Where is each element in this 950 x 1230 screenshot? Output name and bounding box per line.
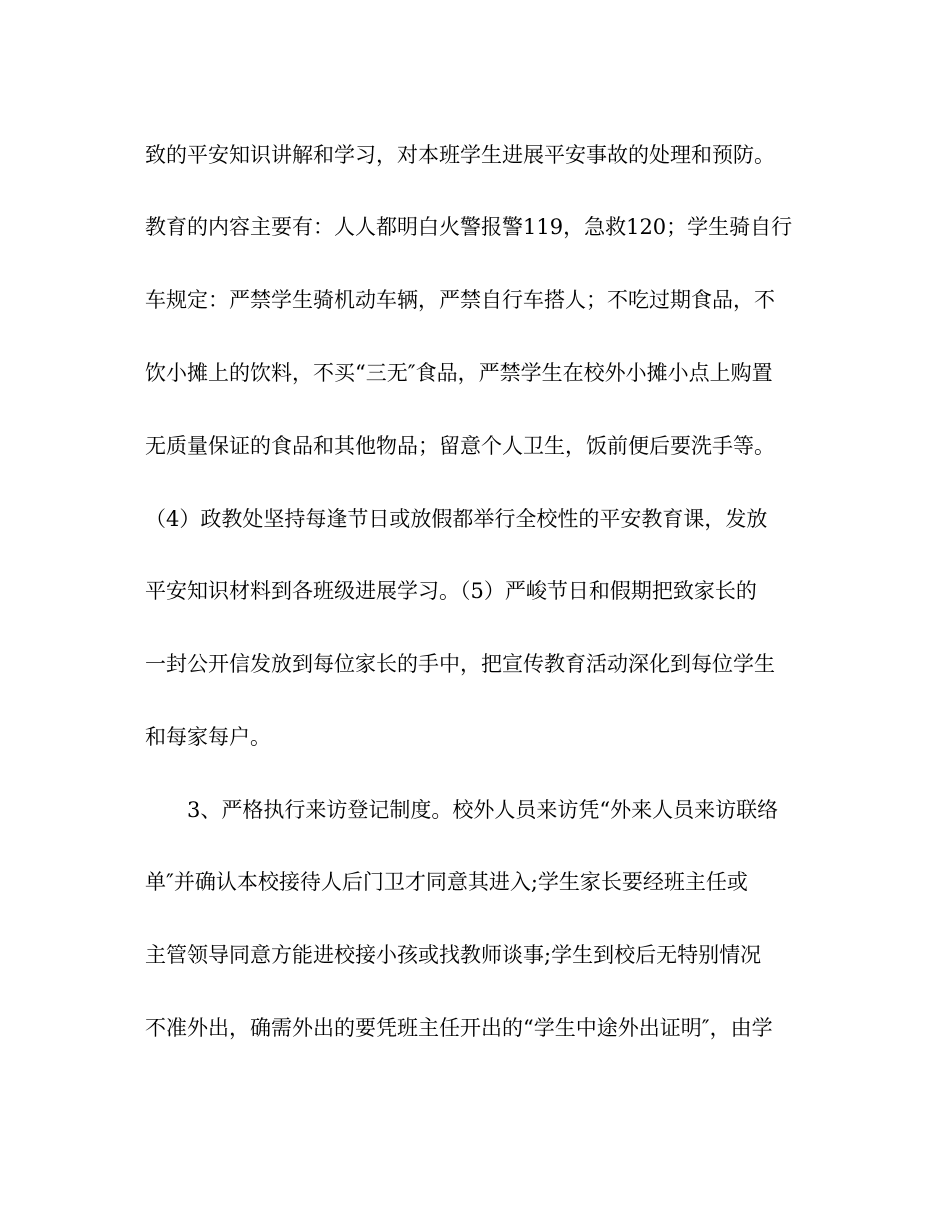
- text-line: 车规定：严禁学生骑机动车辆，严禁自行车搭人；不吃过期食品，不: [145, 288, 775, 312]
- text-line: 一封公开信发放到每位家长的手中，把宣传教育活动深化到每位学生: [145, 652, 775, 676]
- text-line: 单″并确认本校接待人后门卫才同意其进入;学生家长要经班主任或: [145, 870, 748, 894]
- text-line: （4）政教处坚持每逢节日或放假都举行全校性的平安教育课，发放: [145, 507, 768, 531]
- text-line: 和每家每户。: [145, 725, 271, 749]
- text-line: 无质量保证的食品和其他物品；留意个人卫生，饭前便后要洗手等。: [145, 434, 775, 458]
- text-line: 致的平安知识讲解和学习，对本班学生进展平安事故的处理和预防。: [145, 143, 775, 167]
- text-line: 不准外出，确需外出的要凭班主任开出的“学生中途外出证明″，由学: [145, 1016, 773, 1040]
- text-line: 3、严格执行来访登记制度。校外人员来访凭“外来人员来访联络: [145, 798, 779, 822]
- text-line: 饮小摊上的饮料，不买“三无″食品，严禁学生在校外小摊小点上购置: [145, 361, 773, 385]
- text-line: 教育的内容主要有：人人都明白火警报警119，急救120；学生骑自行: [145, 215, 793, 239]
- text-line: 平安知识材料到各班级进展学习。（5）严峻节日和假期把致家长的: [145, 579, 757, 603]
- text-line: 主管领导同意方能进校接小孩或找教师谈事;学生到校后无特别情况: [145, 943, 762, 967]
